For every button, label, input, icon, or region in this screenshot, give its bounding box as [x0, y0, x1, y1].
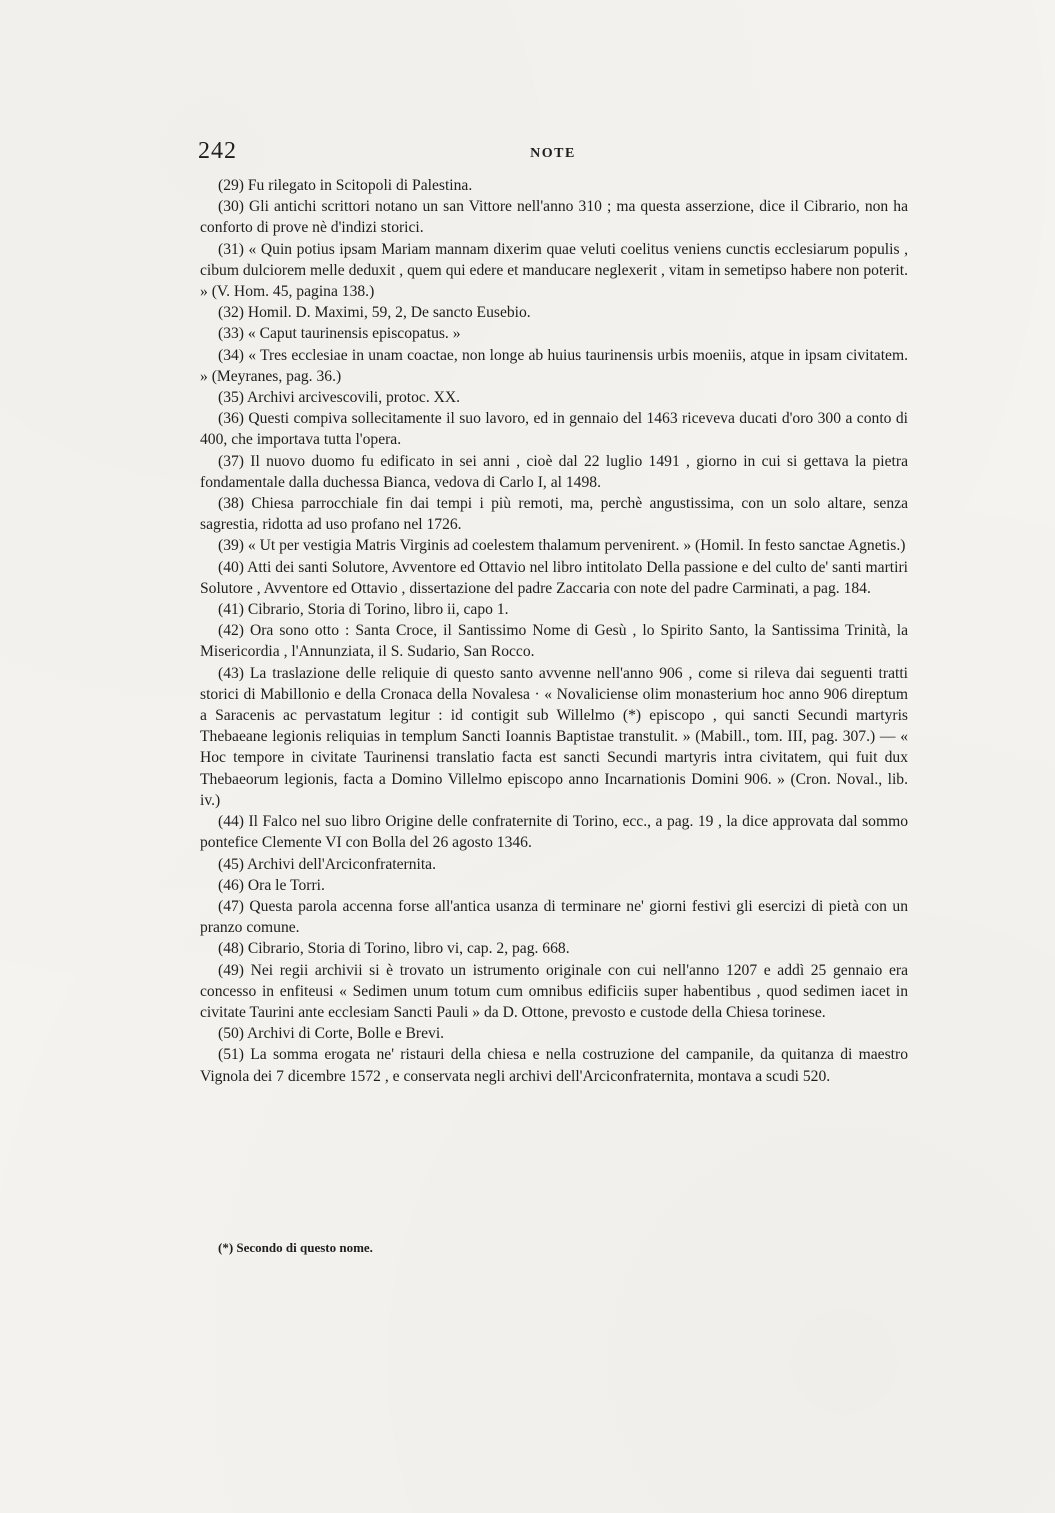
note-45: (45) Archivi dell'Arciconfraternita.: [218, 855, 436, 873]
page-header: [198, 138, 908, 170]
note-36: (36) Questi compiva sollecitamente il suo lavoro, ed in gennaio del 1463 riceveva ducati d'oro 300 a conto di 400, che importava tutta l'opera.: [200, 410, 908, 449]
note-37: (37) Il nuovo duomo fu edificato in sei anni , cioè dal 22 luglio 1491 , giorno in cui si gettava la pietra fondamentale dalla duchessa Bianca, vedova di Carlo I, al 1498.: [200, 452, 908, 491]
note-39: (39) « Ut per vestigia Matris Virginis ad coelestem thalamum pervenirent. » (Homil. In festo sanctae Agnetis.): [218, 537, 906, 555]
notes-list: [200, 175, 908, 1087]
note-48: (48) Cibrario, Storia di Torino, libro vi, cap. 2, pag. 668.: [218, 940, 570, 958]
note-33: (33) « Caput taurinensis episcopatus. »: [218, 325, 461, 343]
note-49: (49) Nei regii archivii si è trovato un istrumento originale con cui nell'anno 1207 e addì 25 gennaio era concesso in enfiteusi « Sedimen unum totum cum omnibus edificiis super habentibus , quod sedimen iacet in civitate Taurini ante ecclesiam Sancti Pauli » da D. Ottone, prevosto e custode della Chiesa torinese.: [200, 961, 908, 1021]
note-32: (32) Homil. D. Maximi, 59, 2, De sancto Eusebio.: [218, 304, 531, 322]
note-46: (46) Ora le Torri.: [218, 876, 325, 894]
note-30: (30) Gli antichi scrittori notano un san Vittore nell'anno 310 ; ma questa asserzione, dice il Cibrario, non ha conforto di prove nè d'indizi storici.: [200, 198, 908, 237]
running-head: NOTE: [530, 146, 576, 161]
note-31: (31) « Quin potius ipsam Mariam mannam dixerim quae veluti coelitus veniens cunctis ecclesiarum populis , cibum dulciorem melle deduxit , quem qui edere et manducare neglexerit , vitam in semetipso habere non poterit. » (V. Hom. 45, pagina 138.): [200, 240, 908, 301]
note-51: (51) La somma erogata ne' ristauri della chiesa e nella costruzione del campanile, da quitanza di maestro Vignola dei 7 dicembre 1572 , e conservata negli archivi dell'Arciconfraternita, montava a scudi 520.: [200, 1046, 908, 1085]
note-47: (47) Questa parola accenna forse all'antica usanza di terminare ne' giorni festivi gli esercizi di pietà con un pranzo comune.: [200, 897, 908, 937]
note-42: (42) Ora sono otto : Santa Croce, il Santissimo Nome di Gesù , lo Spirito Santo, la Santissima Trinità, la Misericordia , l'Annunziata, il S. Sudario, San Rocco.: [200, 622, 908, 661]
page-number: 242: [198, 138, 237, 164]
note-34: (34) « Tres ecclesiae in unam coactae, non longe ab huius taurinensis urbis moeniis, atque in ipsam civitatem. » (Meyranes, pag. 36.): [200, 346, 908, 385]
note-38: (38) Chiesa parrocchiale fin dai tempi i più remoti, ma, perchè angustissima, con un solo altare, senza sagrestia, ridotta ad uso profano nel 1726.: [200, 495, 908, 534]
note-29: (29) Fu rilegato in Scitopoli di Palestina.: [218, 177, 473, 194]
note-35: (35) Archivi arcivescovili, protoc. XX.: [218, 389, 461, 407]
note-40: (40) Atti dei santi Solutore, Avventore ed Ottavio nel libro intitolato Della passione e del culto de' santi martiri Solutore , Avventore ed Ottavio , dissertazione del padre Zaccaria con note del padre Carminati, a pag. 184.: [200, 558, 908, 597]
note-50: (50) Archivi di Corte, Bolle e Brevi.: [218, 1025, 445, 1043]
note-44: (44) Il Falco nel suo libro Origine delle confraternite di Torino, ecc., a pag. 19 , la dice approvata dal sommo pontefice Clemente VI con Bolla del 26 agosto 1346.: [200, 813, 908, 852]
footnote: (*) Secondo di questo nome.: [218, 1240, 373, 1255]
note-43: (43) La traslazione delle reliquie di questo santo avvenne nell'anno 906 , come si rileva dai seguenti tratti storici di Mabillonio e della Cronaca della Novalesa · « Novaliciense olim monasterium hoc anno 906 direptum a Saracenis ac pervastatum legitur : id contigit sub Willelmo (*) episcopo , qui sancti Secundi martyris Thebaeane legionis reliquias in templum Sancti Ioannis Baptistae transtulit. » (Mabill., tom. III, pag. 307.) — « Hoc tempore in civitate Taurinensi translatio facta est sancti Secundi martyris intra civitatem, qui fuit dux Thebaeorum legionis, facta a Domino Villelmo episcopo anno Incarnationis Domini 906. » (Cron. Noval., lib. iv.): [200, 664, 908, 809]
note-41: (41) Cibrario, Storia di Torino, libro ii, capo 1.: [218, 601, 509, 619]
